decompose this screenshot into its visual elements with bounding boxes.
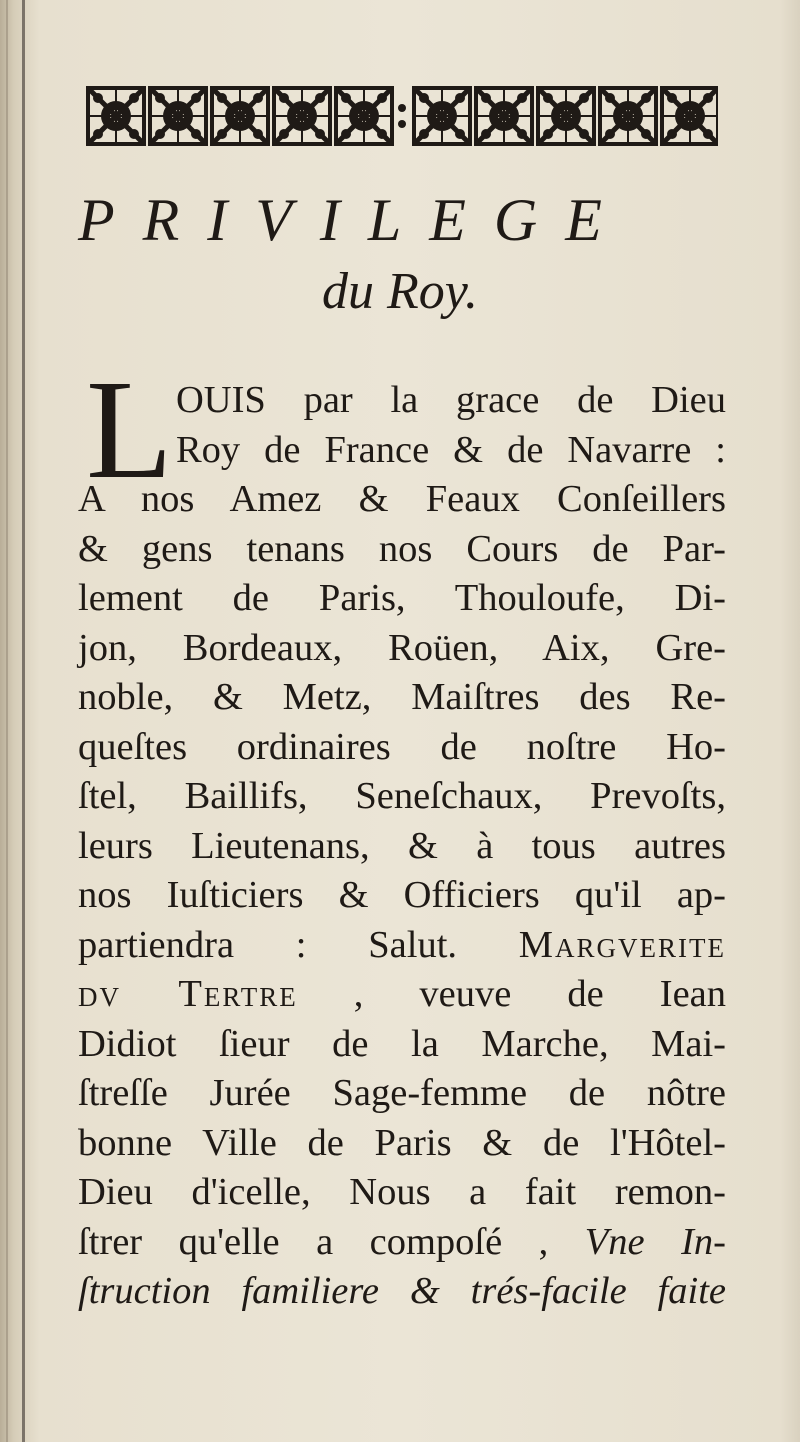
page-title: PRIVILEGE	[78, 187, 630, 253]
text-line: ſtruction familiere & trés-facile faite	[78, 1270, 726, 1312]
text-line: OUIS par la grace de Dieu	[176, 379, 726, 421]
page-edge	[6, 0, 8, 1442]
page-subtitle: du Roy.	[322, 263, 478, 320]
gutter-shadow	[22, 0, 25, 1442]
text-line: queſtes ordinaires de noſtre Ho-	[78, 725, 726, 768]
text-line	[78, 921, 726, 971]
text-line: leurs Lieutenans, & à tous autres	[78, 824, 726, 867]
name-small-caps: dv Tertre	[78, 973, 298, 1015]
text-line: A nos Amez & Feaux Conſeillers	[78, 478, 726, 520]
italic-segment: Vne In-	[584, 1220, 726, 1263]
name-small-caps: Margverite	[518, 923, 727, 966]
text-line: Roy de France & de Navarre :	[176, 428, 726, 471]
text-line	[78, 1218, 726, 1268]
text-line: bonne Ville de Paris & de l'Hôtel-	[78, 1121, 726, 1164]
drop-cap: L	[86, 350, 173, 508]
text-line: jon, Bordeaux, Roüen, Aix, Gre-	[78, 626, 726, 669]
text-line: Didiot ſieur de la Marche, Mai-	[78, 1022, 726, 1065]
privilege-text	[78, 376, 726, 1317]
text-line	[78, 970, 726, 1020]
text-line: Dieu d'icelle, Nous a fait remon-	[78, 1171, 726, 1213]
text-line: ſtreſſe Jurée Sage-femme de nôtre	[78, 1072, 726, 1114]
text-segment: , veuve de Iean	[353, 973, 726, 1015]
text-segment: ſtrer qu'elle a compoſé ,	[78, 1220, 549, 1263]
text-line: & gens tenans nos Cours de Par-	[78, 527, 726, 570]
text-segment: partiendra : Salut.	[78, 923, 458, 966]
text-line: noble, & Metz, Maiſtres des Re-	[78, 676, 726, 718]
text-line: lement de Paris, Thouloufe, Di-	[78, 577, 726, 619]
decorative-headpiece	[86, 84, 718, 148]
text-line: ſtel, Baillifs, Seneſchaux, Prevoſts,	[78, 775, 726, 817]
text-line: nos Iuſticiers & Officiers qu'il ap-	[78, 874, 726, 916]
